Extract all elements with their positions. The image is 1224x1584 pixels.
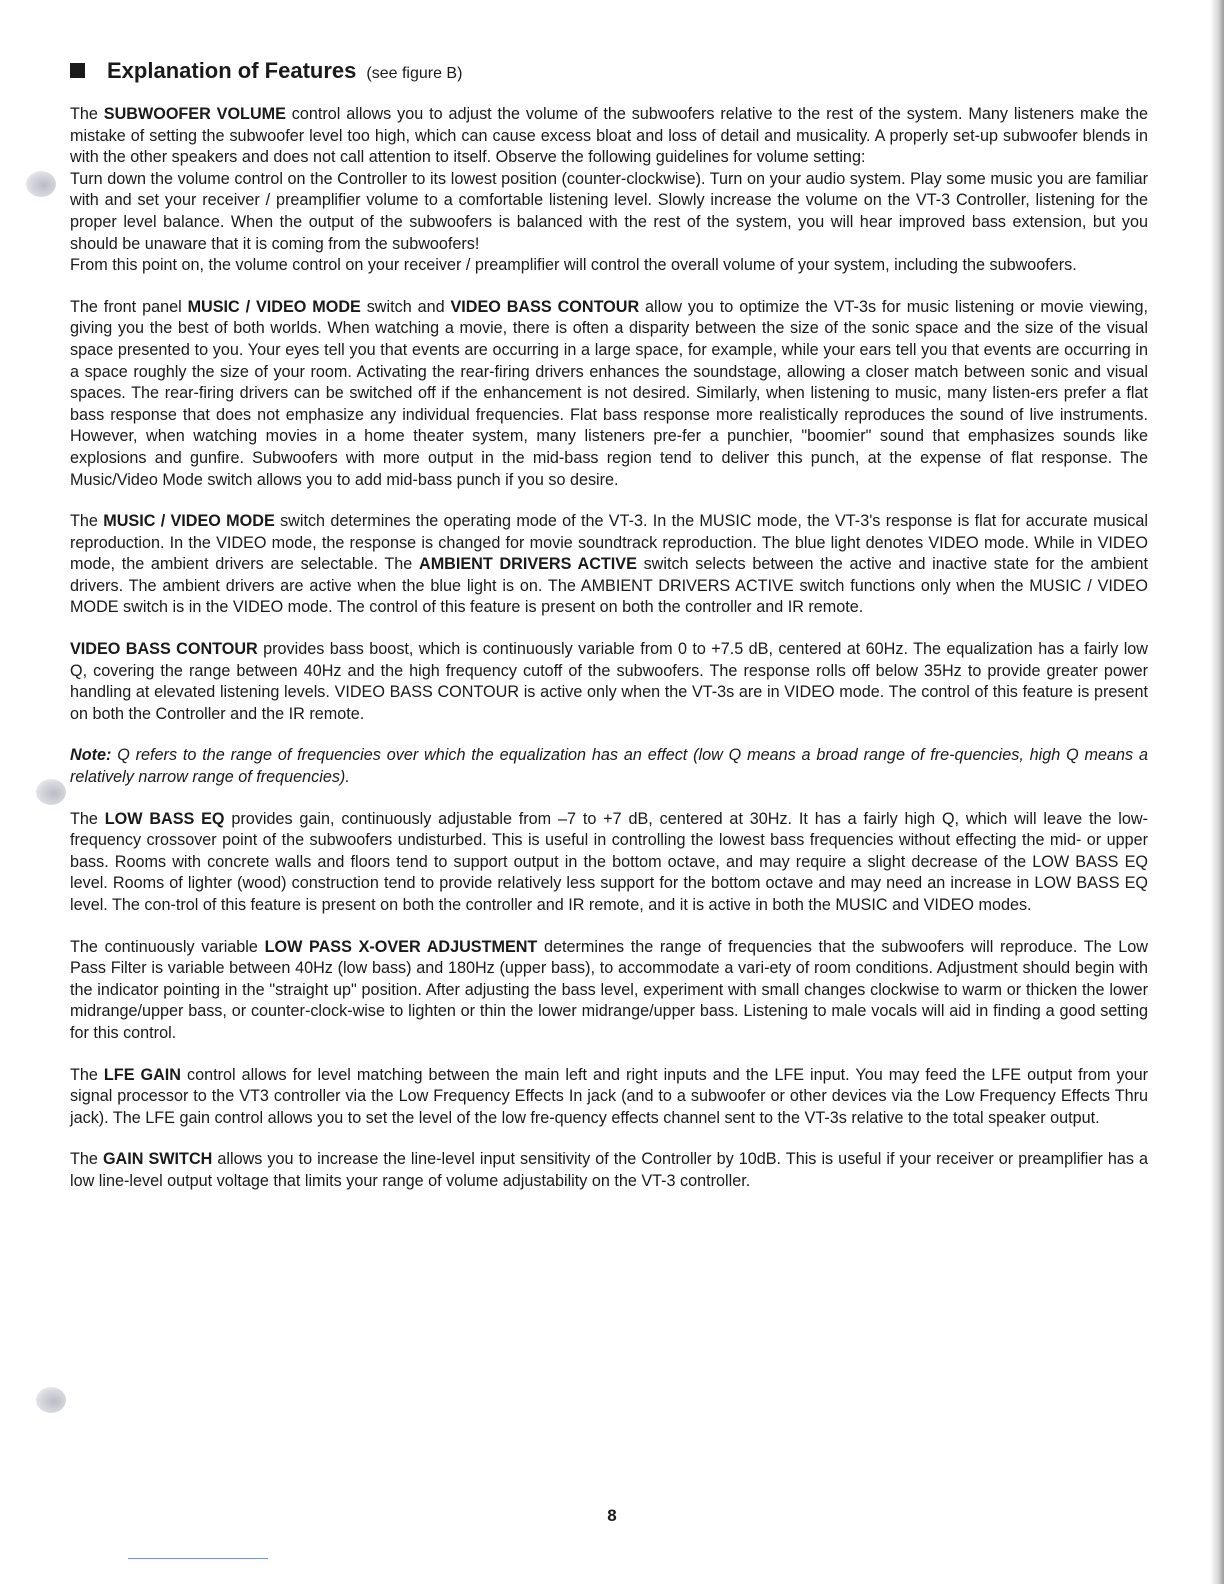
term-music-video-mode: MUSIC / VIDEO MODE [187, 297, 361, 316]
paragraph-lfe-gain: The LFE GAIN control allows for level matching between the main left and right inputs and the LFE input. You may feed the LFE output from your signal processor to the VT3 controller via the Low Frequency Effects In jack (and to a subwoofer or other devices via the Low Frequency Effects Thru jack). The LFE gain control allows you to set the level of the low fre-quency effects channel sent to the VT-3s relative to the total speaker output. [70, 1065, 1148, 1127]
term-ambient-drivers-active: AMBIENT DRIVERS ACTIVE [419, 555, 637, 574]
square-bullet-icon [70, 63, 85, 78]
paragraph-video-bass-contour: VIDEO BASS CONTOUR provides bass boost, which is continuously variable from 0 to +7.5 dB, centered at 60Hz. The equalization has a fairly low Q, covering the range between 40Hz and the high frequency cutoff of the subwoofers. The response rolls off below 35Hz to provide greater power handling at elevated listening levels. VIDEO BASS CONTOUR is active only when the VT-3s are in VIDEO mode. The control of this feature is present on both the Controller and the IR remote. [70, 640, 1148, 723]
section-subtitle: (see figure B) [366, 65, 463, 82]
term-gain-switch: GAIN SWITCH [102, 1150, 213, 1169]
term-lfe-gain: LFE GAIN [103, 1065, 181, 1084]
punch-hole-2 [36, 779, 66, 805]
section-title: Explanation of Features [107, 58, 357, 83]
note-label: Note: [70, 746, 112, 765]
page-number: 8 [607, 1506, 617, 1525]
paragraph-subwoofer-volume: The SUBWOOFER VOLUME control allows you to adjust the volume of the subwoofers relative to the rest of the system. Many listeners make the mistake of setting the subwoofer level too high, which can cause excess bloat and loss of detail and musicality. A properly set-up subwoofer blends in with the other speakers and does not call attention to itself. Observe the following guidelines for volume setting: [70, 105, 1148, 167]
document-page [70, 58, 1148, 1213]
paragraph-low-pass-xover: The continuously variable LOW PASS X-OVER ADJUSTMENT determines the range of frequencies that the subwoofers will reproduce. The Low Pass Filter is variable between 40Hz (low bass) and 180Hz (upper bass), to accommodate a vari-ety of room conditions. Adjustment should begin with the indicator pointing in the "straight up" position. After adjusting the bass level, experiment with small changes clockwise to warm or thicken the lower midrange/upper bass, or counter-clock-wise to lighten or thin the lower midrange/upper bass. Listening to male vocals will aid in finding a good setting for this control. [70, 937, 1148, 1042]
paragraph-low-bass-eq: The LOW BASS EQ provides gain, continuously adjustable from –7 to +7 dB, centered at 30Hz. It has a fairly high Q, which will leave the low-frequency crossover point of the subwoofers undisturbed. This is useful in controlling the lowest bass frequencies without effecting the mid- or upper bass. Rooms with concrete walls and floors tend to support output in the bottom octave, and may require a slight decrease of the LOW BASS EQ level. Rooms of lighter (wood) construction tend to provide relatively less support for the bottom octave and may need an increase in LOW BASS EQ level. The con-trol of this feature is present on both the controller and IR remote, and it is active in both the MUSIC and VIDEO modes. [70, 809, 1148, 914]
paragraph-volume-followup: From this point on, the volume control on your receiver / preamplifier will control the overall volume of your system, including the subwoofers. [70, 256, 1077, 275]
paragraph-volume-steps: Turn down the volume control on the Controller to its lowest position (counter-clockwise). Turn on your audio system. Play some music you are familiar with and set your receiver / preamplifier volume to a comfortable listening level. Slowly increase the volume on the VT-3 Controller, listening for the proper level balance. When the output of the subwoofers is balanced with the rest of the system, you will hear improved bass extension, but you should be unaware that it is coming from the subwoofers! [70, 169, 1148, 253]
term-low-pass-xover: LOW PASS X-OVER ADJUSTMENT [264, 937, 538, 956]
paragraph-music-video-mode: The MUSIC / VIDEO MODE switch determines the operating mode of the VT-3. In the MUSIC mode, the VT-3's response is flat for accurate musical reproduction. In the VIDEO mode, the response is changed for movie soundtrack reproduction. The blue light denotes VIDEO mode. While in VIDEO mode, the ambient drivers are selectable. The AMBIENT DRIVERS ACTIVE switch selects between the active and inactive state for the ambient drivers. The ambient drivers are active when the blue light is on. The AMBIENT DRIVERS ACTIVE switch functions only when the MUSIC / VIDEO MODE switch is in the VIDEO mode. The control of this feature is present on both the controller and IR remote. [70, 512, 1148, 617]
bottom-rule [128, 1558, 268, 1559]
term-subwoofer-volume: SUBWOOFER VOLUME [103, 105, 286, 123]
term-video-bass-contour-2: VIDEO BASS CONTOUR [70, 640, 258, 659]
term-low-bass-eq: LOW BASS EQ [104, 809, 225, 828]
page-edge-shadow [1210, 0, 1224, 1584]
term-music-video-mode-2: MUSIC / VIDEO MODE [103, 512, 275, 531]
punch-hole-1 [26, 171, 56, 197]
term-video-bass-contour: VIDEO BASS CONTOUR [450, 297, 640, 316]
paragraph-music-video-overview: The front panel MUSIC / VIDEO MODE switch and VIDEO BASS CONTOUR allow you to optimize the VT-3s for music listening or movie viewing, giving you the best of both worlds. When watching a movie, there is often a disparity between the size of the sonic space and the size of the visual space presented to you. Your eyes tell you that events are occurring in a large space, for example, while your ears tell you that events are occurring in a space roughly the size of your room. Activating the rear-firing drivers enhances the soundstage, allowing a closer match between sonic and visual spaces. The rear-firing drivers can be switched off if the enhancement is not desired. Similarly, when listening to music, many listen-ers prefer a flat bass response that does not emphasize any individual frequencies. Flat bass response more realistically reproduces the sound of live instruments. However, when watching movies in a home theater system, many listeners pre-fer a punchier, "boomier" sound that emphasizes sounds like explosions and gunfire. Subwoofers with more output in the mid-bass region tend to deliver this punch, at the expense of flat response. The Music/Video Mode switch allows you to add mid-bass punch if you so desire. [70, 297, 1148, 489]
paragraph-gain-switch: The GAIN SWITCH allows you to increase the line-level input sensitivity of the Controller by 10dB. This is useful if your receiver or preamplifier has a low line-level output voltage that limits your range of volume adjustability on the VT-3 controller. [70, 1150, 1148, 1190]
section-heading [70, 58, 1148, 84]
paragraph-note: Note: Q refers to the range of frequencies over which the equalization has an effect (low Q means a broad range of fre-quencies, high Q means a relatively narrow range of frequencies). [70, 746, 1148, 787]
punch-hole-3 [36, 1387, 66, 1413]
